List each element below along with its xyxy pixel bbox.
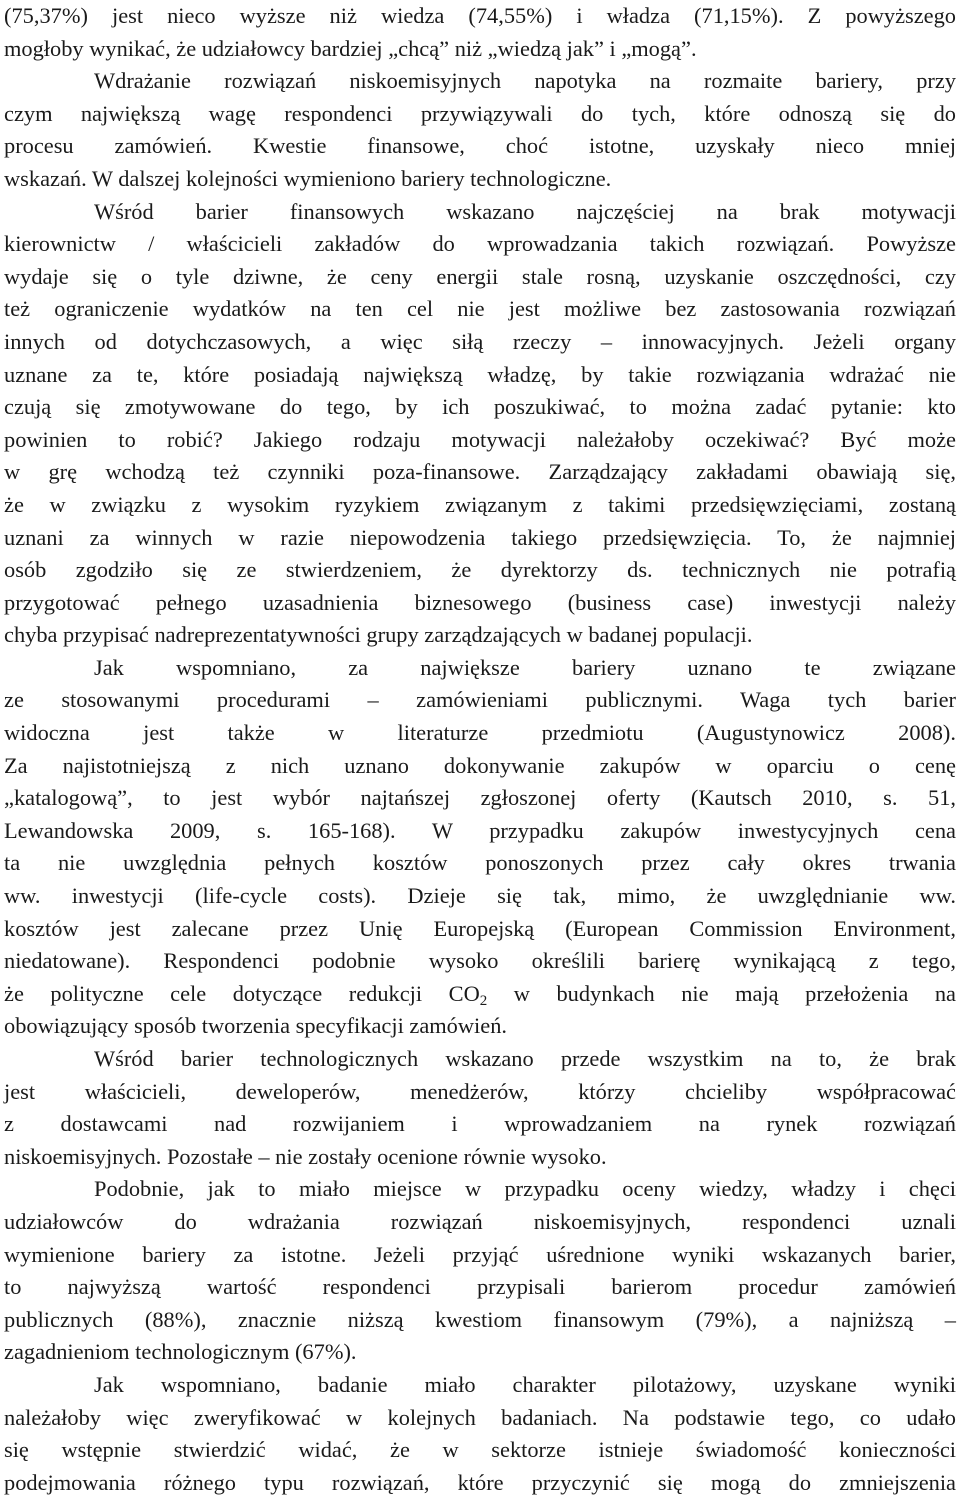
text-line <box>4 424 956 457</box>
text-line <box>4 65 956 98</box>
text-line <box>4 1108 956 1141</box>
text-line-content: obowiązujący sposób tworzenia specyfikacji zamówień. <box>4 1013 507 1039</box>
text-line <box>4 1402 956 1435</box>
text-line-content: podejmowania różnego typu rozwiązań, które przyczynić się mogą do zmniejszenia <box>4 1469 956 1495</box>
text-line <box>4 0 956 33</box>
text-line <box>4 1271 956 1304</box>
text-line <box>4 978 956 1011</box>
text-line <box>4 1467 956 1499</box>
text-line-continuation: w budynkach nie mają przełożenia na <box>487 980 956 1006</box>
text-line-content: Lewandowska 2009, s. 165-168). W przypadku zakupów inwestycyjnych cena <box>4 817 956 843</box>
text-line <box>4 913 956 946</box>
text-line-content: niskoemisyjnych. Pozostałe – nie zostały ocenione równie wysoko. <box>4 1143 607 1169</box>
text-line-content: Jak wspomniano, za największe bariery uznano te związane <box>94 654 956 680</box>
text-line <box>4 1434 956 1467</box>
text-line-content: kierownictw / właścicieli zakładów do wprowadzania takich rozwiązań. Powyższe <box>4 231 956 257</box>
text-line-content: należałoby więc zweryfikować w kolejnych badaniach. Na podstawie tego, co udało <box>4 1404 956 1430</box>
text-line <box>4 1304 956 1337</box>
text-line <box>4 1076 956 1109</box>
text-line <box>4 1206 956 1239</box>
text-line-content: się wstępnie stwierdzić widać, że w sektorze istnieje świadomość konieczności <box>4 1437 956 1463</box>
text-line <box>4 293 956 326</box>
text-line <box>4 554 956 587</box>
text-line-content: to najwyższą wartość respondenci przypisali barierom procedur zamówień <box>4 1274 956 1300</box>
text-line-content: uznane za te, które posiadają największą władzę, by takie rozwiązania wdrażać nie <box>4 361 956 387</box>
text-line <box>4 261 956 294</box>
text-line <box>4 587 956 620</box>
text-line <box>4 130 956 163</box>
text-line <box>4 1336 956 1369</box>
text-line <box>4 391 956 424</box>
text-line <box>4 847 956 880</box>
text-line <box>4 456 956 489</box>
text-line-content: innych od dotychczasowych, a więc siłą rzeczy – innowacyjnych. Jeżeli organy <box>4 328 956 354</box>
text-line-content: ww. inwestycji (life-cycle costs). Dzieje się tak, mimo, że uwzględnianie ww. <box>4 883 956 909</box>
text-line-content: Wdrażanie rozwiązań niskoemisyjnych napotyka na rozmaite bariery, przy <box>94 68 956 94</box>
text-line-content: w grę wchodzą też czynniki poza-finansowe. Zarządzający zakładami obawiają się, <box>4 459 956 485</box>
text-line-content: „katalogową”, to jest wybór najtańszej zgłoszonej oferty (Kautsch 2010, s. 51, <box>4 785 956 811</box>
text-line-content: jest właścicieli, deweloperów, menedżerów, którzy chcieliby współpracować <box>4 1078 956 1104</box>
text-line <box>4 652 956 685</box>
text-line <box>4 717 956 750</box>
text-line-content: ze stosowanymi procedurami – zamówieniami publicznymi. Waga tych barier <box>4 687 956 713</box>
text-line-content: Wśród barier finansowych wskazano najczęściej na brak motywacji <box>94 198 956 224</box>
text-line-content: Za najistotniejszą z nich uznano dokonywanie zakupów w oparciu o cenę <box>4 752 956 778</box>
text-line-content: (75,37%) jest nieco wyższe niż wiedza (74,55%) i władza (71,15%). Z powyższego <box>4 3 956 28</box>
text-line-content: zagadnieniom technologicznym (67%). <box>4 1339 357 1365</box>
text-line-content: osób zgodziło się ze stwierdzeniem, że dyrektorzy ds. technicznych nie potrafią <box>4 557 956 583</box>
text-line <box>4 489 956 522</box>
text-line-content: widoczna jest także w literaturze przedmiotu (Augustynowicz 2008). <box>4 720 956 746</box>
text-line-content: że polityczne cele dotyczące redukcji CO <box>4 980 480 1006</box>
text-line <box>4 945 956 978</box>
text-line <box>4 1043 956 1076</box>
text-line <box>4 326 956 359</box>
text-line-content: procesu zamówień. Kwestie finansowe, choć istotne, uzyskały nieco mniej <box>4 133 956 159</box>
text-line <box>4 359 956 392</box>
text-line-content: Wśród barier technologicznych wskazano przede wszystkim na to, że brak <box>94 1046 956 1071</box>
text-line-content: ta nie uwzględnia pełnych kosztów ponoszonych przez cały okres trwania <box>4 850 956 876</box>
text-line <box>4 619 956 652</box>
text-line-content: wymienione bariery za istotne. Jeżeli przyjąć uśrednione wyniki wskazanych barier, <box>4 1241 956 1267</box>
text-line <box>4 1369 956 1402</box>
text-line-content: też ograniczenie wydatków na ten cel nie jest możliwe bez zastosowania rozwiązań <box>4 296 956 322</box>
text-line-content: przygotować pełnego uzasadnienia biznesowego (business case) inwestycji należy <box>4 589 956 615</box>
text-line-content: czują się zmotywowane do tego, by ich poszukiwać, to można zadać pytanie: kto <box>4 394 956 420</box>
text-line-content: z dostawcami nad rozwijaniem i wprowadzaniem na rynek rozwiązań <box>4 1111 956 1137</box>
text-line-content: wydaje się o tyle dziwne, że ceny energii stale rosną, uzyskanie oszczędności, czy <box>4 263 956 289</box>
text-line-content: publicznych (88%), znacznie niższą kwestiom finansowym (79%), a najniższą – <box>4 1306 956 1332</box>
text-line <box>4 522 956 555</box>
text-line-content: niedatowane). Respondenci podobnie wysoko określili barierę wynikającą z tego, <box>4 948 956 974</box>
text-line-content: wskazań. W dalszej kolejności wymieniono bariery technologiczne. <box>4 165 612 191</box>
text-line <box>4 880 956 913</box>
text-line <box>4 1141 956 1174</box>
text-line <box>4 684 956 717</box>
text-line <box>4 750 956 783</box>
text-line-content: powinien to robić? Jakiego rodzaju motywacji należałoby oczekiwać? Być może <box>4 426 956 452</box>
text-line-content: że w związku z wysokim ryzykiem związanym z takimi przedsięwzięciami, zostaną <box>4 491 956 517</box>
text-line <box>4 815 956 848</box>
text-line <box>4 782 956 815</box>
text-line <box>4 196 956 229</box>
text-line-content: Jak wspomniano, badanie miało charakter pilotażowy, uzyskane wyniki <box>94 1371 956 1397</box>
text-line <box>4 1173 956 1206</box>
text-line <box>4 228 956 261</box>
text-line-content: uznani za winnych w razie niepowodzenia takiego przedsięwzięcia. To, że najmniej <box>4 524 956 550</box>
text-line <box>4 33 956 66</box>
document-page <box>4 0 956 1499</box>
text-line-content: mogłoby wynikać, że udziałowcy bardziej „chcą” niż „wiedzą jak” i „mogą”. <box>4 35 697 61</box>
text-line <box>4 1239 956 1272</box>
text-line-content: udziałowców do wdrażania rozwiązań niskoemisyjnych, respondenci uznali <box>4 1208 956 1234</box>
text-line <box>4 1010 956 1043</box>
text-line-content: chyba przypisać nadreprezentatywności grupy zarządzających w badanej populacji. <box>4 622 753 648</box>
text-line-content: czym największą wagę respondenci przywiązywali do tych, które odnoszą się do <box>4 100 956 126</box>
text-line <box>4 98 956 131</box>
subscript: 2 <box>479 992 488 1009</box>
text-line <box>4 163 956 196</box>
text-line-content: kosztów jest zalecane przez Unię Europejską (European Commission Environment, <box>4 915 956 941</box>
text-line-content: Podobnie, jak to miało miejsce w przypadku oceny wiedzy, władzy i chęci <box>94 1176 956 1202</box>
